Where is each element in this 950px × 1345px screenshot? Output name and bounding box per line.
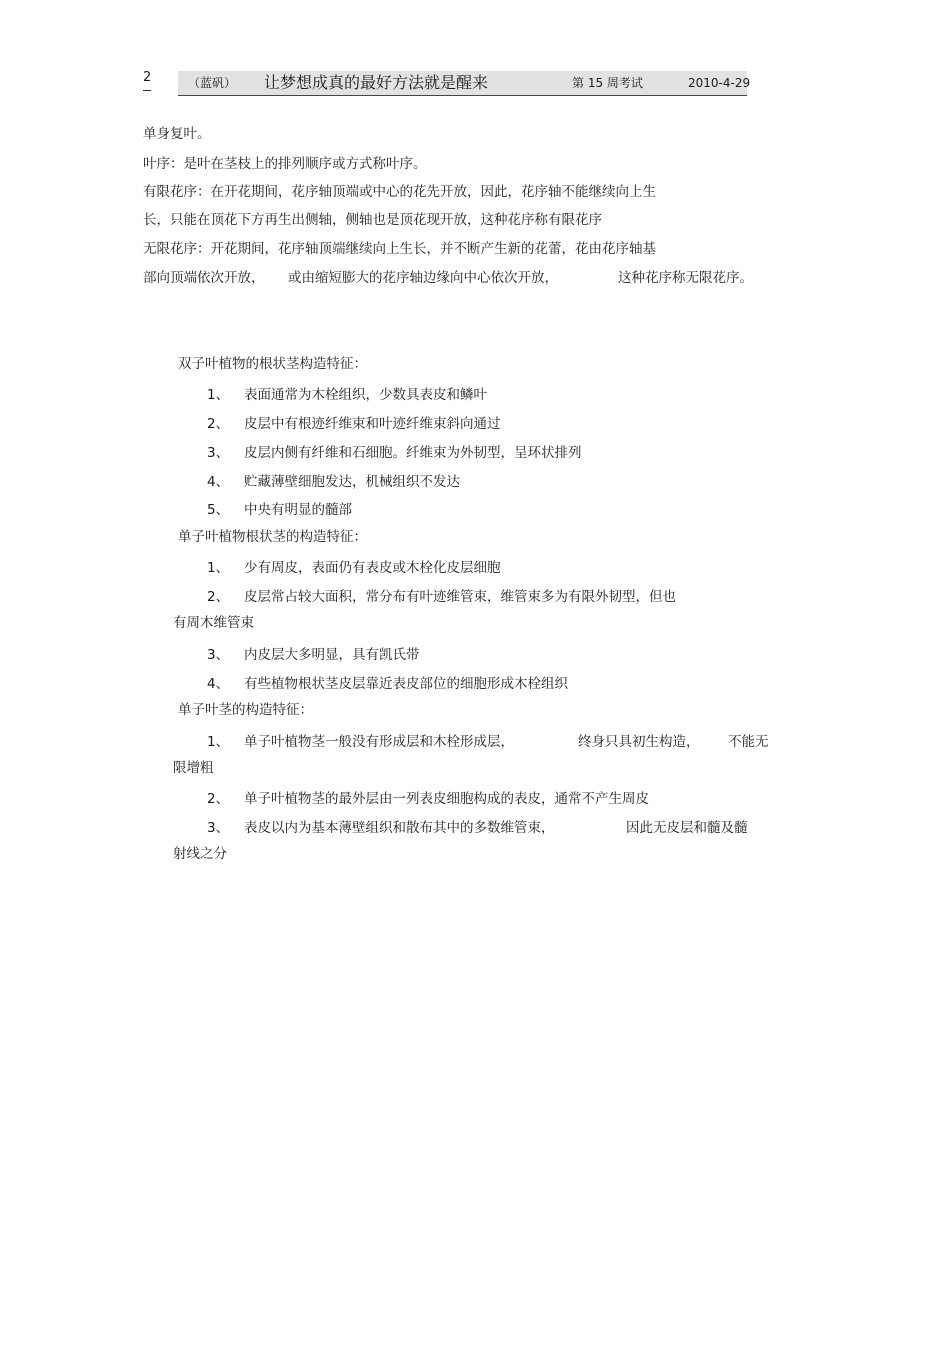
list-item-number: 3、 <box>207 445 230 461</box>
list-item-number: 5、 <box>207 502 230 518</box>
list-item-number: 1、 <box>207 387 230 403</box>
list-item-text: 内皮层大多明显，具有凯氏带 <box>244 647 420 663</box>
list-item-number: 3、 <box>207 820 230 836</box>
page-number-underline <box>143 90 151 91</box>
section-title-dicot-rhizome: 双子叶植物的根状茎构造特征： <box>178 356 367 372</box>
list-item-text: 单子叶植物茎一般没有形成层和木栓形成层， <box>244 734 514 750</box>
list-item-text: 终身只具初生构造， <box>578 734 700 750</box>
header-author: （蓝矾） <box>188 76 237 90</box>
paragraph-indefinite-inflorescence-line2a: 部向顶端依次开放， <box>143 270 265 286</box>
list-item-number: 1、 <box>207 734 230 750</box>
list-item-number: 2、 <box>207 589 230 605</box>
running-header <box>178 71 751 96</box>
list-item-number: 3、 <box>207 647 230 663</box>
paragraph-indefinite-inflorescence-line2b: 或由缩短膨大的花序轴边缘向中心依次开放， <box>288 270 558 286</box>
list-item-continuation: 限增粗 <box>173 760 214 776</box>
list-item-number: 2、 <box>207 791 230 807</box>
header-date: 2010-4-29 <box>688 76 751 90</box>
paragraph-definite-inflorescence-line1: 有限花序：在开花期间，花序轴顶端或中心的花先开放，因此，花序轴不能继续向上生 <box>143 184 656 200</box>
list-item-number: 1、 <box>207 560 230 576</box>
list-item-text: 表面通常为木栓组织，少数具表皮和鳞叶 <box>244 387 487 403</box>
list-item-number: 4、 <box>207 676 230 692</box>
paragraph-indefinite-inflorescence-line2c: 这种花序称无限花序。 <box>618 270 753 286</box>
paragraph-phyllotaxy: 叶序：是叶在茎枝上的排列顺序或方式称叶序。 <box>143 156 427 172</box>
page-number: 2 <box>143 70 152 85</box>
list-item-text: 中央有明显的髓部 <box>244 502 352 518</box>
list-item-text: 皮层中有根迹纤维束和叶迹纤维束斜向通过 <box>244 416 501 432</box>
paragraph-single-compound-leaf: 单身复叶。 <box>143 126 211 142</box>
list-item-text: 表皮以内为基本薄壁组织和散布其中的多数维管束， <box>244 820 555 836</box>
list-item-text: 因此无皮层和髓及髓 <box>626 820 748 836</box>
section-title-monocot-stem: 单子叶茎的构造特征： <box>178 702 313 718</box>
list-item-text: 单子叶植物茎的最外层由一列表皮细胞构成的表皮，通常不产生周皮 <box>244 791 649 807</box>
list-item-text: 不能无 <box>728 734 769 750</box>
paragraph-indefinite-inflorescence-line1: 无限花序：开花期间，花序轴顶端继续向上生长，并不断产生新的花蕾，花由花序轴基 <box>143 241 656 257</box>
list-item-text: 皮层内侧有纤维和石细胞。纤维束为外韧型，呈环状排列 <box>244 445 582 461</box>
list-item-continuation: 有周木维管束 <box>173 615 254 631</box>
list-item-text: 皮层常占较大面积，常分布有叶迹维管束，维管束多为有限外韧型，但也 <box>244 589 676 605</box>
list-item-continuation: 射线之分 <box>173 846 227 862</box>
list-item-text: 贮藏薄壁细胞发达，机械组织不发达 <box>244 474 460 490</box>
list-item-number: 4、 <box>207 474 230 490</box>
list-item-text: 少有周皮，表面仍有表皮或木栓化皮层细胞 <box>244 560 501 576</box>
section-title-monocot-rhizome: 单子叶植物根状茎的构造特征： <box>178 529 367 545</box>
paragraph-definite-inflorescence-line2: 长，只能在顶花下方再生出侧轴，侧轴也是顶花现开放，这种花序称有限花序 <box>143 212 602 228</box>
list-item-text: 有些植物根状茎皮层靠近表皮部位的细胞形成木栓组织 <box>244 676 568 692</box>
header-motto: 让梦想成真的最好方法就是醒来 <box>264 73 489 92</box>
header-exam: 第 15 周考试 <box>572 76 643 90</box>
list-item-number: 2、 <box>207 416 230 432</box>
